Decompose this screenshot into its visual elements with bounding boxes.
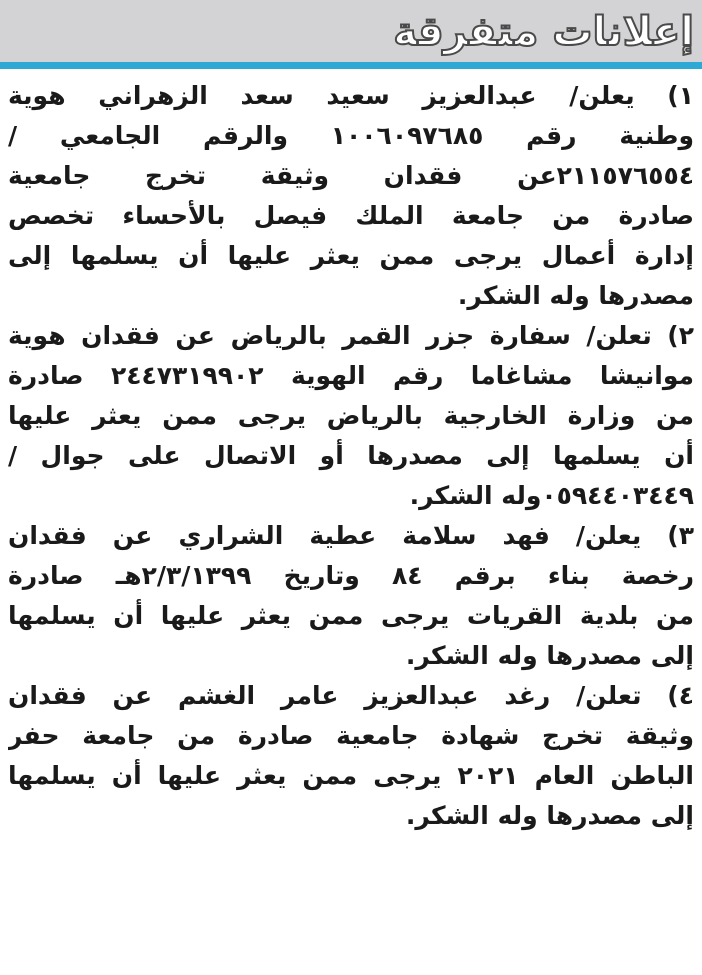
ad-line: موانيشا مشاغاما رقم الهوية ٢٤٤٧٣١٩٩٠٢ صادرة (8, 361, 694, 390)
ad-line: الباطن العام ٢٠٢١ يرجى ممن يعثر عليها أن يسلمها (8, 761, 694, 790)
ad-line: صادرة من جامعة الملك فيصل بالأحساء تخصص (8, 201, 694, 230)
ad-line: ٤) تعلن/ رغد عبدالعزيز عامر الغشم عن فقدان (8, 681, 694, 710)
ad-line: من وزارة الخارجية بالرياض يرجى ممن يعثر عليها (8, 401, 694, 430)
section-header (0, 0, 702, 63)
ad-line: رخصة بناء برقم ٨٤ وتاريخ ٢/٣/١٣٩٩هـ صادرة (8, 561, 694, 590)
classified-ads-list (8, 76, 694, 836)
ad-line: أن يسلمها إلى مصدرها أو الاتصال على جوال / (8, 441, 694, 470)
ad-line: إدارة أعمال يرجى ممن يعثر عليها أن يسلمها إلى (8, 241, 694, 270)
ad-line: ٠٥٩٤٤٠٣٤٤٩وله الشكر. (409, 481, 694, 510)
ad-line: وثيقة تخرج شهادة جامعية صادرة من جامعة حفر (8, 721, 694, 750)
ad-line: إلى مصدرها وله الشكر. (405, 641, 694, 670)
ad-line: ٢١١٥٧٦٥٥٤عن فقدان وثيقة تخرج جامعية (8, 161, 694, 190)
ad-line: مصدرها وله الشكر. (457, 281, 694, 310)
classified-ad-4 (8, 676, 694, 836)
classified-ad-1 (8, 76, 694, 316)
section-title: إعلانات متفرقة (393, 9, 694, 55)
header-accent-stripe (0, 62, 702, 69)
ad-line: ٢) تعلن/ سفارة جزر القمر بالرياض عن فقدان هوية (8, 321, 694, 350)
ad-line: ٣) يعلن/ فهد سلامة عطية الشراري عن فقدان (8, 521, 694, 550)
ad-line: وطنية رقم ١٠٠٦٠٩٧٦٨٥ والرقم الجامعي / (8, 121, 694, 150)
classified-ad-3 (8, 516, 694, 676)
ad-line: ١) يعلن/ عبدالعزيز سعيد سعد الزهراني هوية (8, 81, 694, 110)
ad-line: من بلدية القريات يرجى ممن يعثر عليها أن يسلمها (8, 601, 694, 630)
classified-ad-2 (8, 316, 694, 516)
ad-line: إلى مصدرها وله الشكر. (405, 801, 694, 830)
